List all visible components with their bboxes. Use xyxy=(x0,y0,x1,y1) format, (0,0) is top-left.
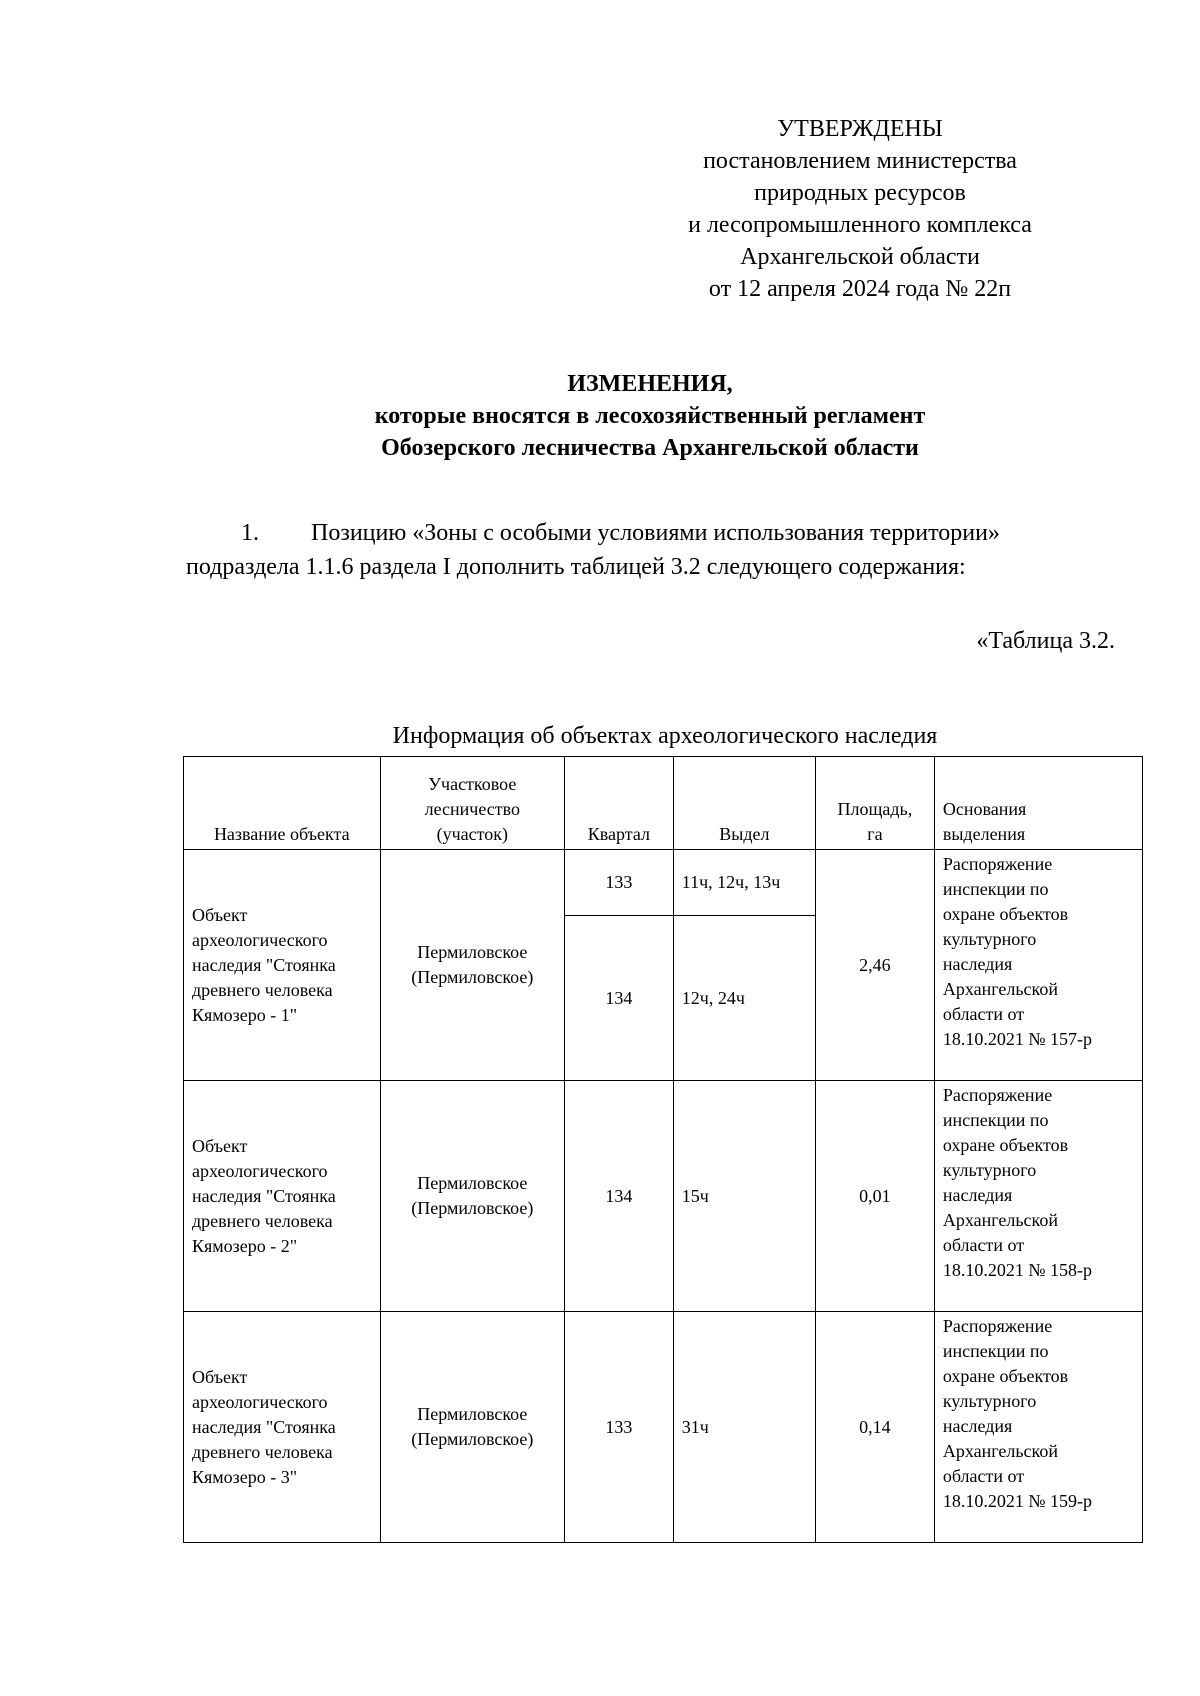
header-line: (участок) xyxy=(436,824,509,844)
cell-line: охране объектов xyxy=(942,1366,1069,1386)
cell-line: области от xyxy=(942,1004,1025,1024)
header-name: Название объекта xyxy=(184,757,381,850)
cell-line: (Пермиловское) xyxy=(411,1429,534,1449)
cell-line: области от xyxy=(942,1235,1025,1255)
cell-area: 0,14 xyxy=(815,1312,934,1543)
cell-line: наследия "Стоянка xyxy=(192,1185,336,1206)
paragraph-number: 1. xyxy=(241,520,259,546)
cell-line: археологического xyxy=(192,1391,328,1412)
approval-date: от 12 апреля 2024 года № 22п xyxy=(708,276,1012,302)
table-caption: Информация об объектах археологического наследия xyxy=(392,723,938,749)
cell-line: Пермиловское xyxy=(417,1173,528,1193)
paragraph-text-line: подраздела 1.1.6 раздела I дополнить таблицей 3.2 следующего содержания: xyxy=(186,554,966,580)
cell-basis xyxy=(934,1081,1142,1312)
header-basis xyxy=(934,757,1142,850)
cell-line: Пермиловское xyxy=(417,1404,528,1424)
approval-line: Архангельской области xyxy=(740,244,980,270)
archaeology-table xyxy=(183,756,1143,1543)
cell-object-name xyxy=(184,1312,381,1543)
table-row xyxy=(184,1312,1143,1543)
paragraph-1 xyxy=(186,516,1121,584)
cell-line: Распоряжение xyxy=(942,1085,1053,1105)
cell-line: наследия xyxy=(942,1416,1013,1436)
header-line: Основания xyxy=(942,799,1027,819)
cell-line: охране объектов xyxy=(942,904,1069,924)
cell-line: 18.10.2021 № 159-р xyxy=(942,1491,1093,1511)
cell-line: древнего человека xyxy=(192,979,333,1000)
cell-object-name xyxy=(184,1081,381,1312)
header-line: Площадь, xyxy=(837,799,913,819)
cell-area: 0,01 xyxy=(815,1081,934,1312)
cell-line: наследия "Стоянка xyxy=(192,1416,336,1437)
cell-line: 18.10.2021 № 157-р xyxy=(942,1029,1093,1049)
header-line: выделения xyxy=(942,824,1026,844)
cell-line: Кямозеро - 1" xyxy=(192,1004,298,1025)
cell-line: культурного xyxy=(942,929,1037,949)
cell-line: Кямозеро - 2" xyxy=(192,1235,298,1256)
cell-line: 18.10.2021 № 158-р xyxy=(942,1260,1093,1280)
table-row xyxy=(184,1081,1143,1312)
header-quarter: Квартал xyxy=(565,757,674,850)
heading-line: Обозерского лесничества Архангельской области xyxy=(381,435,919,461)
cell-line: инспекции по xyxy=(942,879,1049,899)
header-area xyxy=(815,757,934,850)
header-forestry xyxy=(380,757,564,850)
cell-line: Объект xyxy=(192,1135,248,1156)
cell-line: Кямозеро - 3" xyxy=(192,1466,298,1487)
cell-line: области от xyxy=(942,1466,1025,1486)
cell-allocation: 31ч xyxy=(673,1312,815,1543)
approval-line: природных ресурсов xyxy=(754,180,966,206)
heading-title: ИЗМЕНЕНИЯ, xyxy=(567,371,733,397)
header-line: лесничество xyxy=(424,799,521,819)
cell-line: Архангельской xyxy=(942,979,1059,999)
table-header-row xyxy=(184,757,1143,850)
cell-line: (Пермиловское) xyxy=(411,967,534,987)
cell-line: археологического xyxy=(192,929,328,950)
cell-line: инспекции по xyxy=(942,1110,1049,1130)
cell-quarter: 133 xyxy=(565,1312,674,1543)
cell-line: Архангельской xyxy=(942,1441,1059,1461)
cell-allocation: 15ч xyxy=(673,1081,815,1312)
cell-line: инспекции по xyxy=(942,1341,1049,1361)
cell-area: 2,46 xyxy=(815,850,934,1081)
cell-allocation: 11ч, 12ч, 13ч xyxy=(673,850,815,916)
cell-line: наследия xyxy=(942,1185,1013,1205)
approval-title: УТВЕРЖДЕНЫ xyxy=(777,116,943,142)
cell-quarter: 134 xyxy=(565,1081,674,1312)
cell-line: древнего человека xyxy=(192,1441,333,1462)
cell-line: археологического xyxy=(192,1160,328,1181)
cell-line: наследия "Стоянка xyxy=(192,954,336,975)
cell-line: Объект xyxy=(192,1366,248,1387)
header-line: га xyxy=(867,824,883,844)
cell-line: культурного xyxy=(942,1160,1037,1180)
cell-allocation: 12ч, 24ч xyxy=(673,916,815,1081)
cell-basis xyxy=(934,850,1142,1081)
header-allocation: Выдел xyxy=(673,757,815,850)
cell-line: (Пермиловское) xyxy=(411,1198,534,1218)
cell-line: охране объектов xyxy=(942,1135,1069,1155)
cell-line: Распоряжение xyxy=(942,854,1053,874)
cell-line: Распоряжение xyxy=(942,1316,1053,1336)
paragraph-text-line: Позицию «Зоны с особыми условиями использования территории» xyxy=(311,520,1000,546)
cell-line: культурного xyxy=(942,1391,1037,1411)
approval-line: постановлением министерства xyxy=(703,148,1017,174)
heading-line: которые вносятся в лесохозяйственный регламент xyxy=(374,403,926,429)
approval-line: и лесопромышленного комплекса xyxy=(688,212,1032,238)
cell-line: наследия xyxy=(942,954,1013,974)
approval-block xyxy=(620,113,1100,305)
cell-line: древнего человека xyxy=(192,1210,333,1231)
document-heading xyxy=(170,368,1130,464)
table-row xyxy=(184,850,1143,916)
cell-basis xyxy=(934,1312,1142,1543)
cell-quarter: 133 xyxy=(565,850,674,916)
table-label: «Таблица 3.2. xyxy=(976,628,1115,654)
cell-forestry xyxy=(380,1081,564,1312)
cell-object-name xyxy=(184,850,381,1081)
cell-forestry xyxy=(380,1312,564,1543)
header-line: Участковое xyxy=(428,774,517,794)
cell-line: Архангельской xyxy=(942,1210,1059,1230)
cell-quarter: 134 xyxy=(565,916,674,1081)
cell-forestry xyxy=(380,850,564,1081)
cell-line: Пермиловское xyxy=(417,942,528,962)
cell-line: Объект xyxy=(192,904,248,925)
